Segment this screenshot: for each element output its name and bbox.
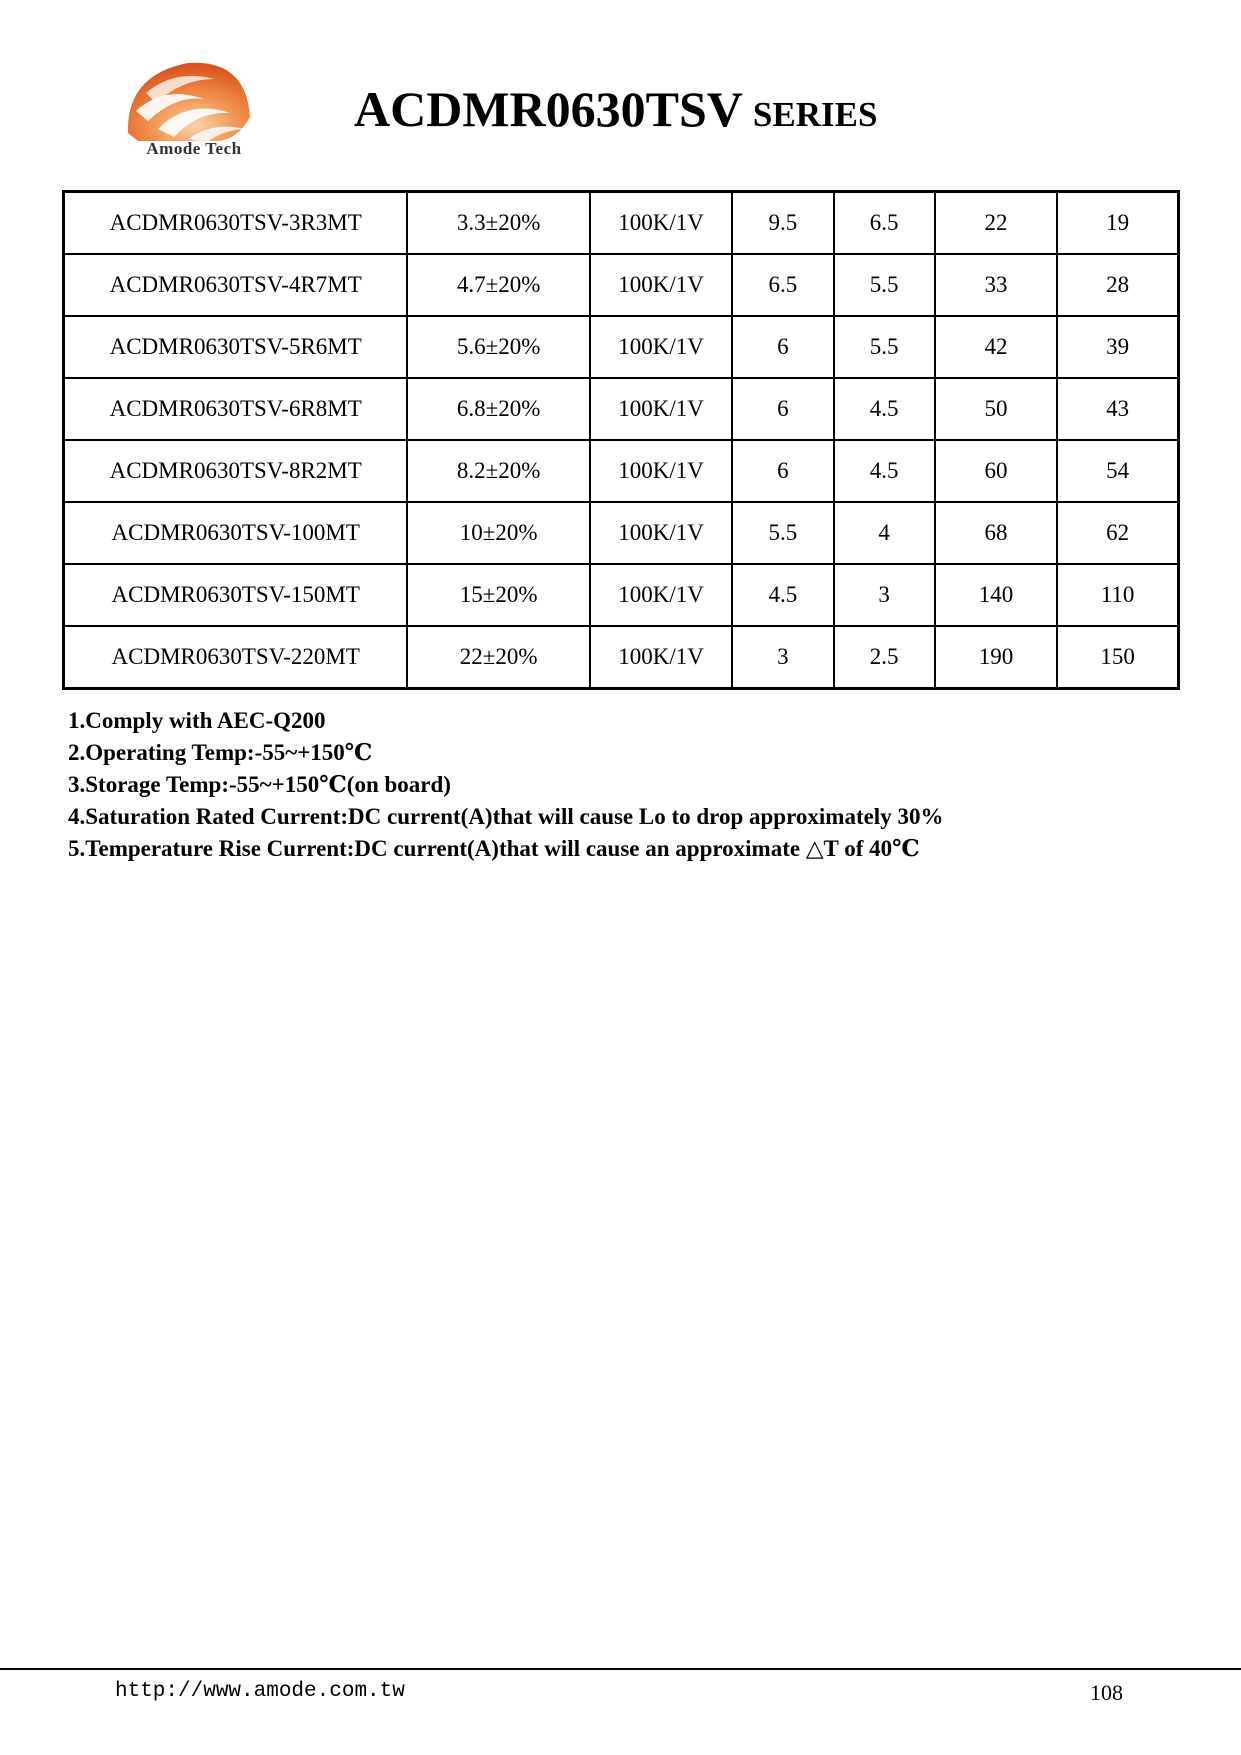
table-cell: 4	[834, 502, 935, 564]
company-logo	[118, 55, 258, 165]
table-cell: 6.5	[834, 192, 935, 255]
series-suffix: SERIES	[752, 95, 878, 134]
part-number-cell: ACDMR0630TSV-150MT	[64, 564, 408, 626]
inductance-cell: 3.3±20%	[407, 192, 589, 255]
part-number-cell: ACDMR0630TSV-6R8MT	[64, 378, 408, 440]
test-freq-cell: 100K/1V	[590, 254, 732, 316]
spec-table	[62, 190, 1180, 690]
table-cell: 4.5	[834, 440, 935, 502]
table-row	[64, 316, 1179, 378]
table-cell: 190	[935, 626, 1057, 689]
table-cell: 6	[732, 378, 833, 440]
table-cell: 60	[935, 440, 1057, 502]
note-storage-temp: 3.Storage Temp:-55~+150℃(on board)	[68, 772, 451, 797]
table-row	[64, 192, 1179, 255]
table-cell: 43	[1057, 378, 1178, 440]
part-number-cell: ACDMR0630TSV-8R2MT	[64, 440, 408, 502]
part-number-cell: ACDMR0630TSV-100MT	[64, 502, 408, 564]
table-cell: 19	[1057, 192, 1178, 255]
inductance-cell: 6.8±20%	[407, 378, 589, 440]
table-cell: 5.5	[732, 502, 833, 564]
table-cell: 3	[834, 564, 935, 626]
note-aec-q200: 1.Comply with AEC-Q200	[68, 708, 326, 733]
sunburst-logo-icon	[118, 55, 258, 150]
part-number-cell: ACDMR0630TSV-5R6MT	[64, 316, 408, 378]
footer-url: http://www.amode.com.tw	[115, 1680, 405, 1703]
table-cell: 2.5	[834, 626, 935, 689]
table-cell: 54	[1057, 440, 1178, 502]
part-number-cell: ACDMR0630TSV-4R7MT	[64, 254, 408, 316]
table-cell: 6.5	[732, 254, 833, 316]
logo-text: Amode Tech	[146, 139, 242, 158]
table-cell: 6	[732, 440, 833, 502]
table-row	[64, 502, 1179, 564]
table-cell: 68	[935, 502, 1057, 564]
table-cell: 28	[1057, 254, 1178, 316]
table-row	[64, 626, 1179, 689]
series-title: ACDMR0630TSV	[354, 81, 743, 137]
note-saturation-current: 4.Saturation Rated Current:DC current(A)that will cause Lo to drop approximately 30%	[68, 804, 944, 829]
footer-divider	[0, 1668, 1241, 1670]
test-freq-cell: 100K/1V	[590, 626, 732, 689]
inductance-cell: 22±20%	[407, 626, 589, 689]
table-cell: 6	[732, 316, 833, 378]
table-row	[64, 564, 1179, 626]
table-cell: 62	[1057, 502, 1178, 564]
note-temperature-rise-current: 5.Temperature Rise Current:DC current(A)that will cause an approximate △T of 40℃	[68, 836, 920, 861]
inductance-cell: 8.2±20%	[407, 440, 589, 502]
table-row	[64, 440, 1179, 502]
table-cell: 9.5	[732, 192, 833, 255]
page-number: 108	[1090, 1680, 1123, 1705]
table-cell: 33	[935, 254, 1057, 316]
table-row	[64, 254, 1179, 316]
inductance-cell: 4.7±20%	[407, 254, 589, 316]
test-freq-cell: 100K/1V	[590, 192, 732, 255]
table-cell: 4.5	[834, 378, 935, 440]
table-cell: 140	[935, 564, 1057, 626]
table-cell: 150	[1057, 626, 1178, 689]
table-cell: 22	[935, 192, 1057, 255]
table-cell: 4.5	[732, 564, 833, 626]
table-cell: 3	[732, 626, 833, 689]
table-cell: 110	[1057, 564, 1178, 626]
test-freq-cell: 100K/1V	[590, 378, 732, 440]
note-operating-temp: 2.Operating Temp:-55~+150℃	[68, 740, 373, 765]
table-cell: 42	[935, 316, 1057, 378]
part-number-cell: ACDMR0630TSV-220MT	[64, 626, 408, 689]
table-cell: 5.5	[834, 254, 935, 316]
inductance-cell: 5.6±20%	[407, 316, 589, 378]
test-freq-cell: 100K/1V	[590, 440, 732, 502]
test-freq-cell: 100K/1V	[590, 316, 732, 378]
notes-list	[68, 705, 943, 865]
part-number-cell: ACDMR0630TSV-3R3MT	[64, 192, 408, 255]
test-freq-cell: 100K/1V	[590, 502, 732, 564]
table-cell: 50	[935, 378, 1057, 440]
table-cell: 39	[1057, 316, 1178, 378]
test-freq-cell: 100K/1V	[590, 564, 732, 626]
page-title	[354, 80, 877, 138]
inductance-cell: 10±20%	[407, 502, 589, 564]
table-row	[64, 378, 1179, 440]
inductance-cell: 15±20%	[407, 564, 589, 626]
table-cell: 5.5	[834, 316, 935, 378]
